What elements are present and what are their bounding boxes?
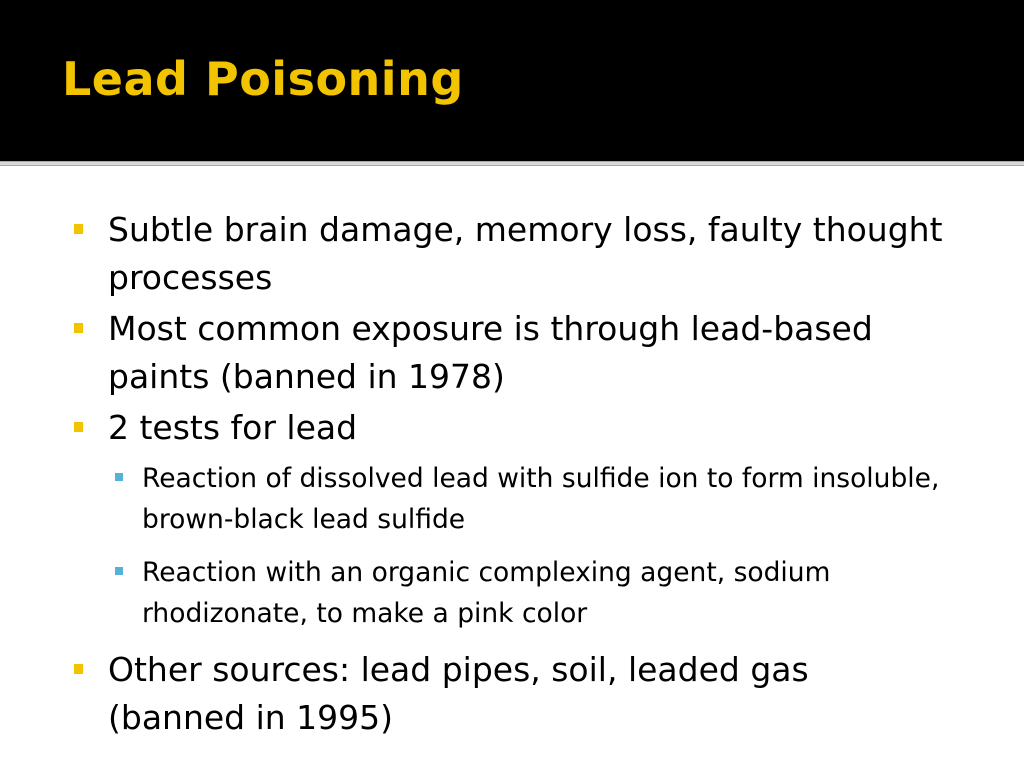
bullet-text: Most common exposure is through lead-based paints (banned in 1978) xyxy=(108,309,873,396)
bullet-text: Other sources: lead pipes, soil, leaded gas (banned in 1995) xyxy=(108,650,809,737)
bullet-text: Subtle brain damage, memory loss, faulty thought processes xyxy=(108,210,943,297)
bullet-item xyxy=(72,206,952,302)
square-bullet-icon xyxy=(74,224,83,234)
sub-bullet-text: Reaction with an organic complexing agent, sodium rhodizonate, to make a pink color xyxy=(142,557,831,629)
small-square-bullet-icon xyxy=(115,567,123,575)
bullet-item xyxy=(72,646,952,742)
bullet-item xyxy=(72,305,952,401)
square-bullet-icon xyxy=(74,422,83,432)
slide-body xyxy=(0,166,1024,768)
bullet-list xyxy=(72,206,952,745)
small-square-bullet-icon xyxy=(115,473,123,481)
sub-bullet-text: Reaction of dissolved lead with sulfide ion to form insoluble, brown-black lead sulfide xyxy=(142,463,940,535)
bullet-item xyxy=(72,404,952,634)
square-bullet-icon xyxy=(74,664,83,674)
sub-bullet-item xyxy=(108,552,952,634)
slide-title: Lead Poisoning xyxy=(62,52,464,106)
sub-bullet-item xyxy=(108,458,952,540)
square-bullet-icon xyxy=(74,323,83,333)
sub-bullet-list xyxy=(108,458,952,634)
title-bar xyxy=(0,0,1024,158)
bullet-text: 2 tests for lead xyxy=(108,408,358,447)
